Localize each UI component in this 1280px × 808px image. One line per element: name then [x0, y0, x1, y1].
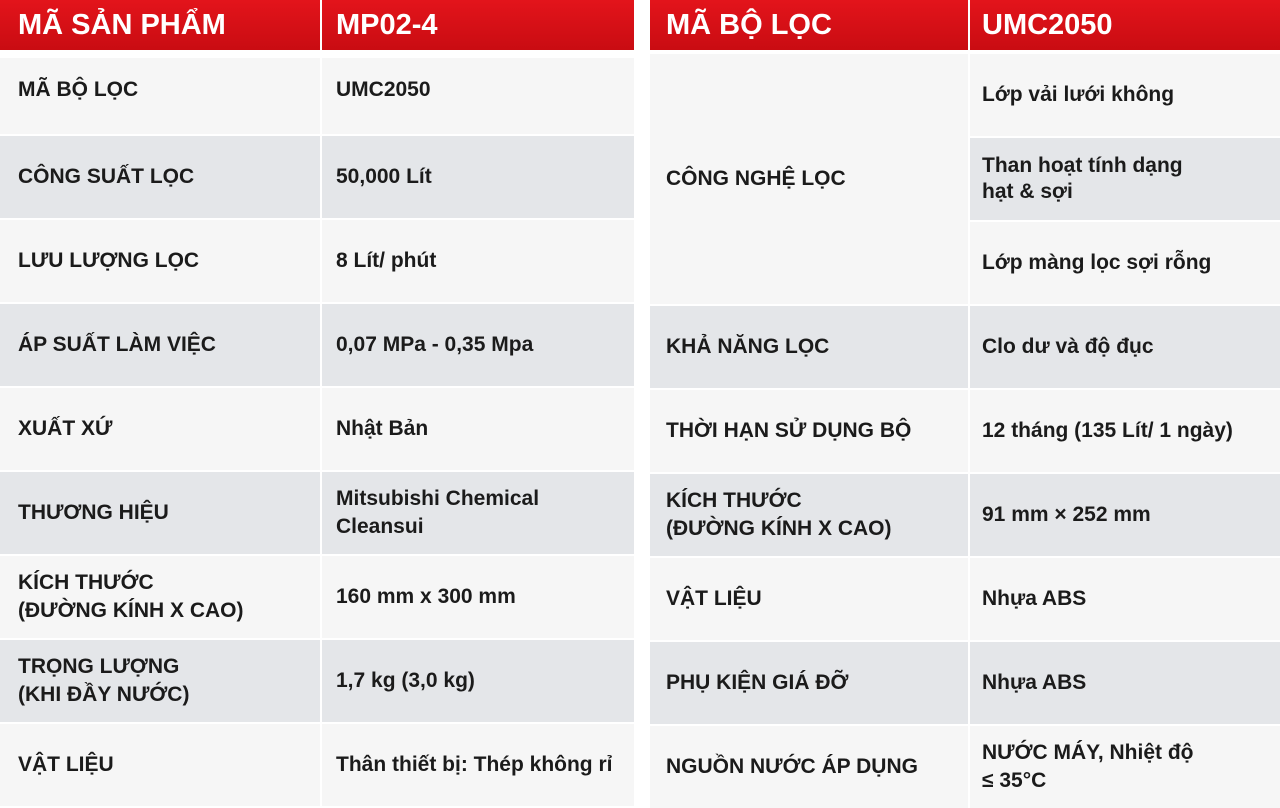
table-row [650, 390, 1280, 472]
row-label: ÁP SUẤT LÀM VIỆC [18, 333, 216, 356]
row-label: MÃ BỘ LỌC [18, 78, 139, 101]
row-value: 1,7 kg (3,0 kg) [320, 640, 634, 722]
row-label: CÔNG SUẤT LỌC [18, 165, 195, 188]
row-value: UMC2050 [320, 58, 634, 134]
row-label: KHẢ NĂNG LỌC [666, 335, 830, 358]
technology-layer-3: Lớp màng lọc sợi rỗng [968, 220, 1280, 304]
header-label: MÃ BỘ LỌC [666, 8, 832, 41]
row-value: Thân thiết bị: Thép không rỉ [320, 724, 634, 806]
row-label: THƯƠNG HIỆU [18, 501, 169, 524]
row-label: VẬT LIỆU [666, 587, 762, 610]
table-row [650, 642, 1280, 724]
row-value: 8 Lít/ phút [320, 220, 634, 302]
header-value: MP02-4 [320, 0, 634, 50]
row-value: 91 mm × 252 mm [968, 474, 1280, 556]
row-label: KÍCH THƯỚC (ĐƯỜNG KÍNH X CAO) [18, 571, 244, 622]
row-label: KÍCH THƯỚC (ĐƯỜNG KÍNH X CAO) [666, 489, 892, 540]
table-row [0, 388, 634, 470]
row-label: THỜI HẠN SỬ DỤNG BỘ [666, 419, 912, 442]
row-label: LƯU LƯỢNG LỌC [18, 249, 200, 272]
row-value: Nhựa ABS [968, 558, 1280, 640]
header-label: MÃ SẢN PHẨM [18, 8, 226, 41]
table-row [0, 556, 634, 638]
row-label: CÔNG NGHỆ LỌC [650, 54, 968, 304]
table-row [0, 304, 634, 386]
table-row [650, 558, 1280, 640]
technology-layer-1: Lớp vải lưới không [968, 54, 1280, 136]
table-row [0, 220, 634, 302]
filter-spec-table [650, 0, 1280, 808]
table-row [650, 726, 1280, 808]
table-row [0, 472, 634, 554]
table-row [650, 306, 1280, 388]
row-value: 50,000 Lít [320, 136, 634, 218]
row-value: Nhật Bản [320, 388, 634, 470]
row-label: TRỌNG LƯỢNG (KHI ĐẦY NƯỚC) [18, 655, 190, 706]
table-header [0, 0, 634, 50]
technology-layer-2: Than hoạt tính dạng hạt & sợi [968, 136, 1280, 220]
product-spec-table [0, 0, 634, 806]
table-row [0, 136, 634, 218]
row-value: 160 mm x 300 mm [320, 556, 634, 638]
table-row [0, 724, 634, 806]
table-row [650, 474, 1280, 556]
table-row [0, 640, 634, 722]
row-value: 12 tháng (135 Lít/ 1 ngày) [968, 390, 1280, 472]
row-value: NƯỚC MÁY, Nhiệt độ ≤ 35°C [968, 726, 1280, 808]
row-label: PHỤ KIỆN GIÁ ĐỠ [666, 671, 849, 694]
row-label: NGUỒN NƯỚC ÁP DỤNG [666, 755, 918, 778]
row-label: VẬT LIỆU [18, 753, 114, 776]
filter-technology-row [650, 54, 1280, 304]
row-label: XUẤT XỨ [18, 417, 113, 440]
row-value: Mitsubishi Chemical Cleansui [320, 472, 634, 554]
table-row [0, 58, 634, 134]
header-value: UMC2050 [968, 0, 1280, 50]
row-value: Nhựa ABS [968, 642, 1280, 724]
table-header [650, 0, 1280, 50]
row-value: 0,07 MPa - 0,35 Mpa [320, 304, 634, 386]
row-value: Clo dư và độ đục [968, 306, 1280, 388]
